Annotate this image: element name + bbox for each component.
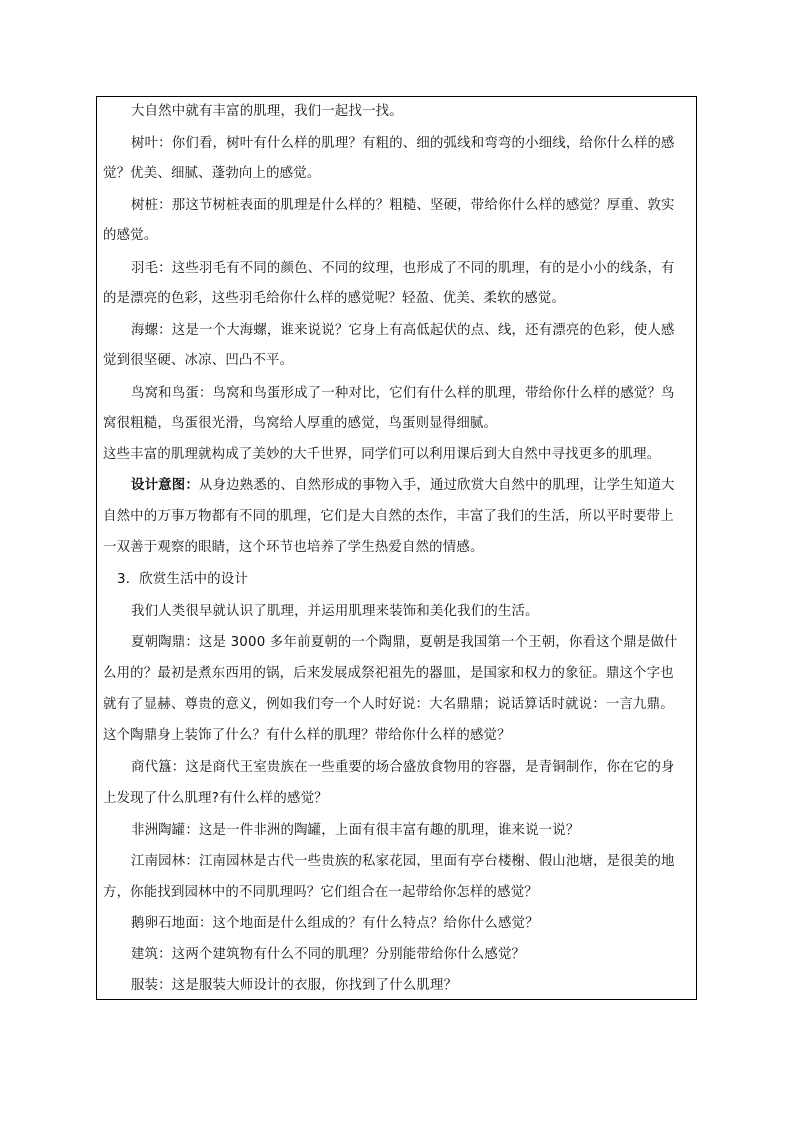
paragraph-ding-line3: 就有了显赫、尊贵的意义，例如我们夸一个人时好说：大名鼎鼎；说话算话时就说：一言九鼎。 [103, 697, 674, 712]
paragraph-conch-line1: 海螺：这是一个大海螺，谁来说说？它身上有高低起伏的点、线，还有漂亮的色彩，使人感 [131, 323, 675, 338]
paragraph-intro: 大自然中就有丰富的肌理，我们一起找一找。 [131, 104, 403, 119]
paragraph-ding-line4: 这个陶鼎身上装饰了什么？有什么样的肌理？带给你什么样的感觉？ [103, 728, 511, 743]
paragraph-african-pot: 非洲陶罐：这是一件非洲的陶罐，上面有很丰富有趣的肌理，谁来说一说？ [131, 823, 580, 838]
design-intent-line1 [131, 476, 675, 496]
paragraph-ding-line2: 么用的？最初是煮东西用的锅，后来发展成祭祀祖先的器皿，是国家和权力的象征。鼎这个字也 [103, 666, 674, 681]
paragraph-clothing: 服装：这是服装大师设计的衣服，你找到了什么肌理？ [131, 978, 458, 993]
paragraph-pebble: 鹅卵石地面：这个地面是什么组成的？有什么特点？给你什么感觉？ [131, 916, 539, 931]
paragraph-feather-line2: 的是漂亮的色彩，这些羽毛给你什么样的感觉呢？轻盈、优美、柔软的感觉。 [103, 291, 566, 306]
paragraph-feather-line1: 羽毛：这些羽毛有不同的颜色、不同的纹理，也形成了不同的肌理，有的是小小的线条，有 [131, 261, 675, 276]
paragraph-stump-line2: 的感觉。 [103, 228, 158, 243]
paragraph-nest-line1: 鸟窝和鸟蛋：鸟窝和鸟蛋形成了一种对比，它们有什么样的肌理，带给你什么样的感觉？鸟 [131, 386, 675, 401]
design-intent-line2: 自然中的万事万物都有不同的肌理，它们是大自然的杰作，丰富了我们的生活，所以平时要带上 [103, 509, 674, 524]
section-heading: 3．欣赏生活中的设计 [117, 572, 249, 587]
paragraph-leaf-line2: 觉？优美、细腻、蓬勃向上的感觉。 [103, 166, 321, 181]
paragraph-garden-line2: 方，你能找到园林中的不同肌理吗？它们组合在一起带给你怎样的感觉？ [103, 885, 538, 900]
paragraph-building: 建筑：这两个建筑物有什么不同的肌理？分别能带给你什么感觉？ [131, 947, 526, 962]
paragraph-ding-line1: 夏朝陶鼎：这是 3000 多年前夏朝的一个陶鼎，夏朝是我国第一个王朝，你看这个鼎是做什 [131, 635, 678, 650]
paragraph-stump-line1: 树桩：那这节树桩表面的肌理是什么样的？粗糙、坚硬，带给你什么样的感觉？厚重、敦实 [131, 198, 675, 213]
paragraph-life-intro: 我们人类很早就认识了肌理，并运用肌理来装饰和美化我们的生活。 [131, 604, 539, 619]
paragraph-conch-line2: 觉到很坚硬、冰凉、凹凸不平。 [103, 353, 294, 368]
paragraph-nest-line2: 窝很粗糙，鸟蛋很光滑，鸟窝给人厚重的感觉，鸟蛋则显得细腻。 [103, 416, 498, 431]
design-intent-label: 设计意图： [131, 478, 199, 493]
design-intent-line3: 一双善于观察的眼睛，这个环节也培养了学生热爱自然的情感。 [103, 540, 484, 555]
paragraph-garden-line1: 江南园林：江南园林是古代一些贵族的私家花园，里面有亭台楼榭、假山池塘，是很美的地 [131, 854, 675, 869]
paragraph-summary: 这些丰富的肌理就构成了美妙的大千世界，同学们可以利用课后到大自然中寻找更多的肌理。 [103, 447, 661, 462]
paragraph-gui-line2: 上发现了什么肌理?有什么样的感觉？ [103, 791, 328, 806]
paragraph-gui-line1: 商代簋：这是商代王室贵族在一些重要的场合盛放食物用的容器，是青铜制作，你在它的身 [131, 760, 675, 775]
design-intent-text: 从身边熟悉的、自然形成的事物入手，通过欣赏大自然中的肌理，让学生知道大 [198, 478, 675, 493]
paragraph-leaf-line1: 树叶：你们看，树叶有什么样的肌理？有粗的、细的弧线和弯弯的小细线，给你什么样的感 [131, 136, 675, 151]
